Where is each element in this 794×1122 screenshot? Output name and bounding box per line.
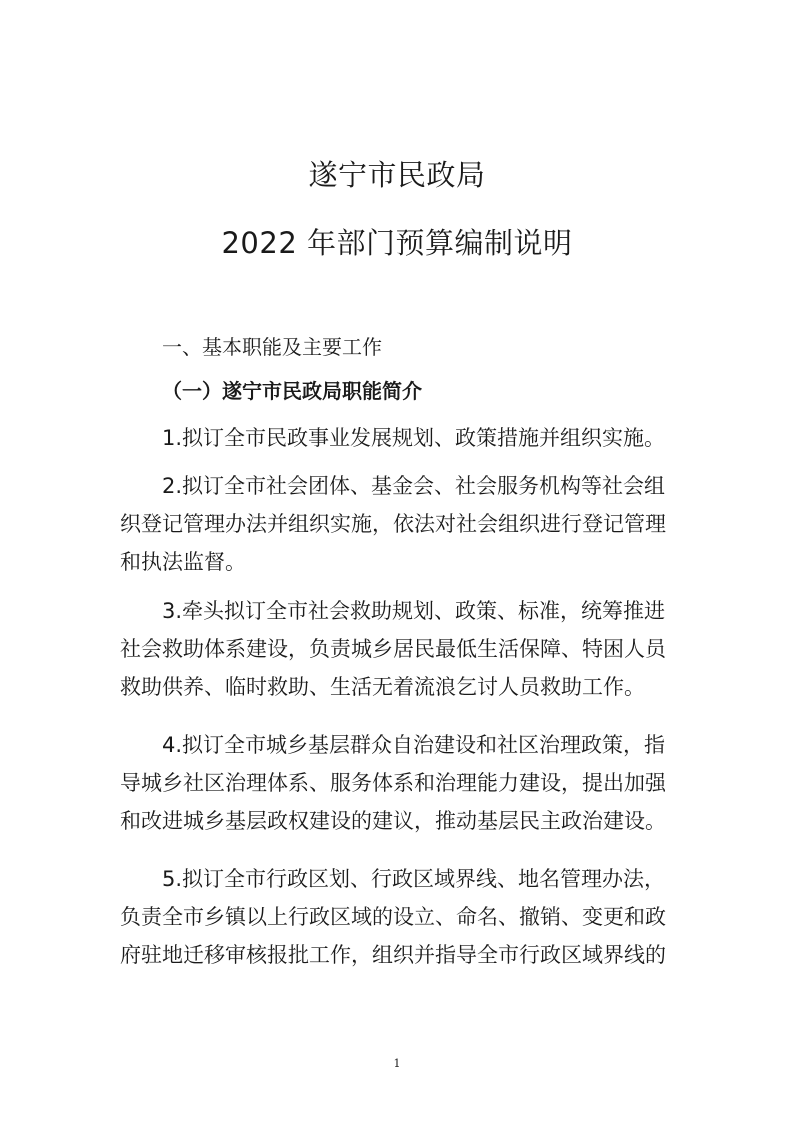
sub-heading: （一）遂宁市民政局职能简介 [162,379,422,403]
page-number: 1 [393,1057,401,1070]
document-title-line-1: 遂宁市民政局 [308,158,486,192]
paragraph-4: 4.拟订全市城乡基层群众自治建设和社区治理政策，指 导城乡社区治理体系、服务体系和治理能力建设，提出加强 和改进城乡基层政权建设的建议，推动基层民主政治建设。 [120,733,666,833]
paragraph-5: 5.拟订全市行政区划、行政区域界线、地名管理办法， 负责全市乡镇以上行政区域的设立、命名、撤销、变更和政 府驻地迁移审核报批工作，组织并指导全市行政区域界线的 [120,867,666,967]
document-title-line-2: 2022 年部门预算编制说明 [221,226,573,260]
paragraph-3: 3.牵头拟订全市社会救助规划、政策、标准，统筹推进 社会救助体系建设，负责城乡居民最低生活保障、特困人员 救助供养、临时救助、生活无着流浪乞讨人员救助工作。 [120,599,666,699]
paragraph-2: 2.拟订全市社会团体、基金会、社会服务机构等社会组 织登记管理办法并组织实施，依法对社会组织进行登记管理 和执法监督。 [120,474,666,574]
section-heading: 一、基本职能及主要工作 [162,335,382,359]
paragraph-1: 1.拟订全市民政事业发展规划、政策措施并组织实施。 [162,426,666,450]
